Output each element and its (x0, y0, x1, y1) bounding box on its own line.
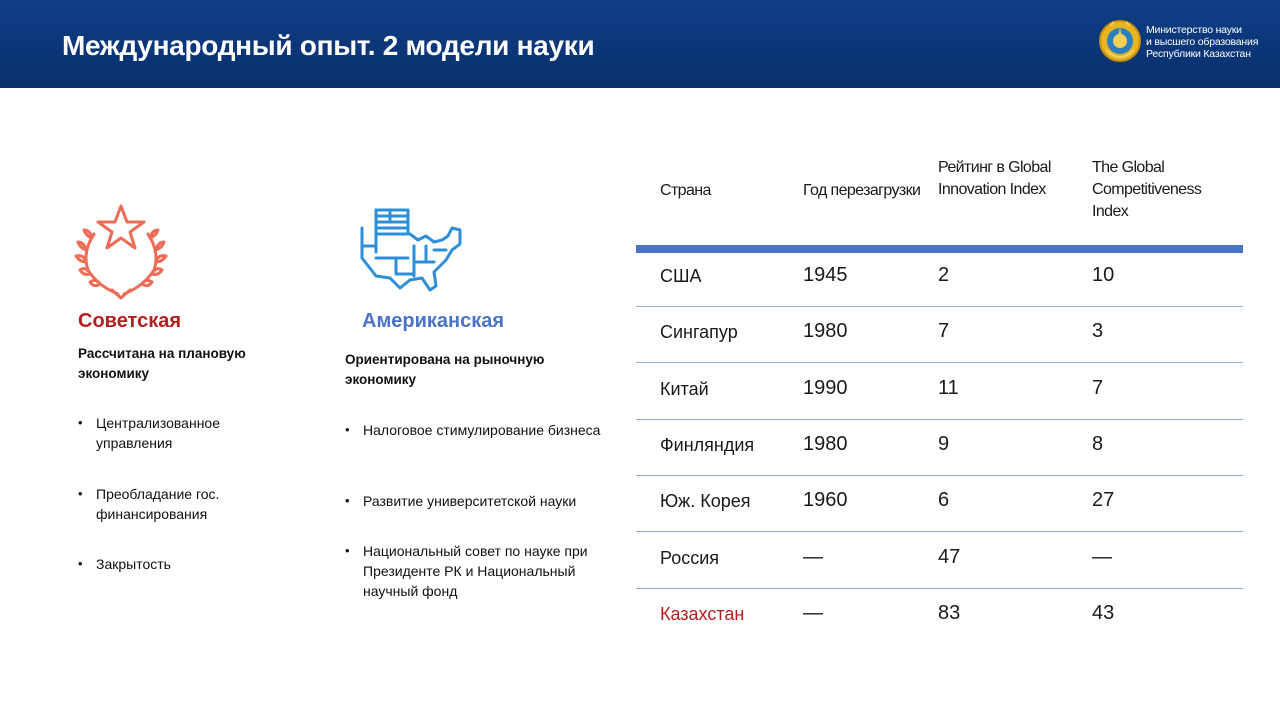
table-row (636, 250, 1243, 307)
cell-country: Юж. Корея (660, 491, 751, 512)
cell-gci-rank: 10 (1092, 264, 1115, 286)
cell-gci-rank: 27 (1092, 489, 1115, 512)
ministry-name (1146, 24, 1276, 60)
table-row (636, 532, 1243, 589)
cell-country: Россия (660, 547, 720, 568)
cell-gii-rank: 11 (938, 376, 959, 399)
cell-reset-year: — (803, 601, 823, 624)
column-header-country: Страна (660, 182, 711, 199)
soviet-bullet-list (78, 484, 278, 524)
table-row (636, 363, 1243, 420)
cell-gci-rank: 43 (1092, 601, 1115, 624)
american-model-subtitle: Ориентирована на рыночную экономику (345, 352, 545, 387)
ministry-line: и высшего образования (1146, 36, 1259, 48)
cell-gii-rank: 9 (938, 432, 950, 455)
american-model-title: Американская (362, 310, 505, 332)
cell-gci-rank: 7 (1092, 376, 1104, 399)
page-title: Международный опыт. 2 модели науки (62, 30, 595, 61)
list-item: • Налоговое стимулирование бизнеса (345, 420, 605, 440)
column-header-gii: Рейтинг в Global Innovation Index (938, 159, 1051, 198)
cell-reset-year: 1945 (803, 264, 848, 286)
table-row (636, 306, 1243, 363)
cell-country: Финляндия (660, 434, 755, 455)
cell-reset-year: 1980 (803, 432, 848, 455)
list-item: • Закрытость (78, 554, 278, 574)
kazakhstan-emblem-icon (1098, 18, 1142, 64)
cell-country: Сингапур (660, 322, 738, 343)
cell-gii-rank: 83 (938, 601, 961, 624)
cell-gii-rank: 6 (938, 489, 950, 512)
cell-reset-year: 1960 (803, 489, 848, 512)
column-header-year: Год перезагрузки (803, 182, 921, 199)
ministry-line: Министерство науки (1146, 24, 1242, 36)
list-item: • Централизованное управления (78, 413, 278, 453)
list-item: • Национальный совет по науке при Президенте РК и Национальный научный фонд (345, 541, 605, 601)
cell-country: Казахстан (660, 603, 745, 624)
cell-reset-year: — (803, 545, 823, 568)
table-row (636, 475, 1243, 532)
american-bullet-list (345, 420, 605, 440)
soviet-bullet-list (78, 413, 278, 453)
cell-gii-rank: 2 (938, 264, 950, 286)
list-item: • Преобладание гос. финансирования (78, 484, 278, 524)
cell-gii-rank: 7 (938, 320, 950, 343)
header-bar (0, 0, 1280, 88)
cell-country: Китай (660, 378, 709, 399)
soviet-model-subtitle: Рассчитана на плановую экономику (78, 346, 246, 381)
soviet-model-title: Советская (78, 310, 182, 332)
ministry-line: Республики Казахстан (1146, 48, 1251, 60)
cell-gci-rank: 8 (1092, 432, 1104, 455)
cell-gci-rank: 3 (1092, 320, 1104, 343)
cell-reset-year: 1980 (803, 320, 848, 343)
cell-country: США (660, 266, 702, 286)
soviet-bullet-list (78, 554, 278, 574)
star-wreath-icon (74, 200, 168, 300)
list-item: • Развитие университетской науки (345, 491, 605, 511)
cell-reset-year: 1990 (803, 376, 848, 399)
cell-gci-rank: — (1092, 545, 1112, 568)
american-bullet-list (345, 541, 605, 601)
cell-gii-rank: 47 (938, 545, 961, 568)
table-row (636, 419, 1243, 476)
table-row (636, 588, 1243, 644)
usa-flag-map-icon (356, 206, 466, 294)
column-header-gci: The Global Competitiveness Index (1092, 159, 1202, 220)
american-bullet-list (345, 491, 605, 511)
